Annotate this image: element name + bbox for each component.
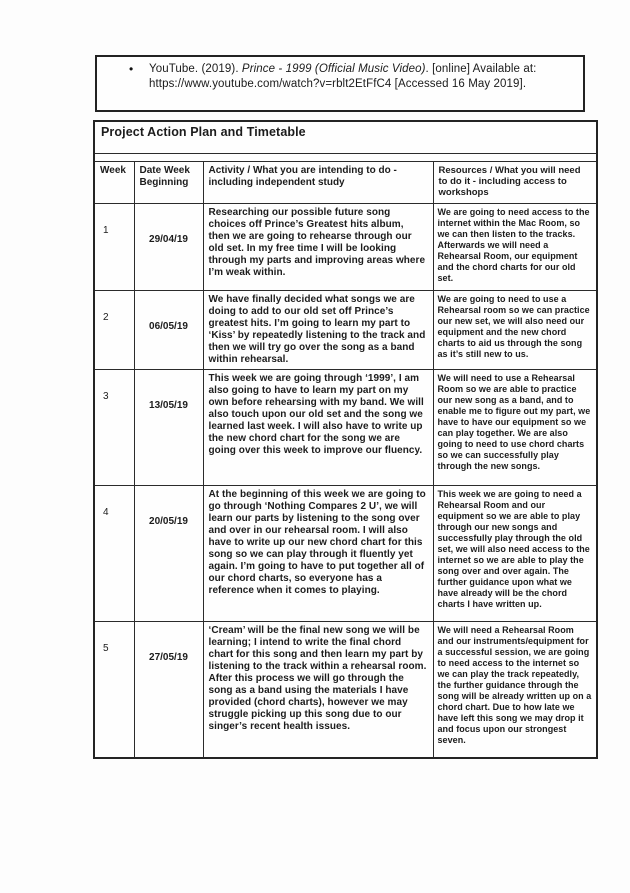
- table-row-week-4: [94, 485, 597, 621]
- date-cell: 27/05/19: [134, 621, 203, 758]
- week-number-cell: 2: [94, 290, 134, 369]
- activity-cell: Researching our possible future song choices off Prince’s Greatest hits album, then we are going to rehearse through our old set. In my free time I will be looking through my parts and improving areas where I’m weak within.: [203, 203, 433, 290]
- week-number-cell: 5: [94, 621, 134, 758]
- resources-cell: We are going to need access to the internet within the Mac Room, so we can then listen to the tracks. Afterwards we will need a Rehearsal Room, our equipment and the chord charts for our old set.: [433, 203, 597, 290]
- col-header-activity: Activity / What you are intending to do - including independent study: [203, 161, 433, 203]
- table-row-week-1: [94, 203, 597, 290]
- citation-prefix: YouTube. (2019).: [149, 63, 242, 75]
- table-row-week-3: [94, 369, 597, 485]
- project-action-plan-table: [93, 120, 598, 759]
- resources-cell: We will need to use a Rehearsal Room so we are able to practice our new song as a band, and to enable me to figure out my part, we have to have our equipment so we can play together. We are also going to need to use chord charts so we can successfully play through the new songs.: [433, 369, 597, 485]
- table-row-week-5: [94, 621, 597, 758]
- col-header-resources: Resources / What you will need to do it - including access to workshops: [433, 161, 597, 203]
- activity-cell: We have finally decided what songs we are doing to add to our old set off Prince’s greatest hits. I’m going to learn my part to ‘Kiss’ by repeatedly listening to the track and then we will try go over the song as a band within rehearsal.: [203, 290, 433, 369]
- week-number-cell: 4: [94, 485, 134, 621]
- table-title: Project Action Plan and Timetable: [94, 121, 597, 153]
- table-title-row: [94, 121, 597, 153]
- resources-cell: We will need a Rehearsal Room and our instruments/equipment for a successful session, we are going to need access to the internet so we can play the track repeatedly, the further guidance through the song will be already written up on a chord chart. Due to how late we have left this song we may drop it and focus upon our strongest seven.: [433, 621, 597, 758]
- spacer-cell: [94, 153, 597, 161]
- resources-cell: We are going to need to use a Rehearsal room so we can practice our new set, we will also need our equipment and the new chord charts to aid us through the song as it’s still new to us.: [433, 290, 597, 369]
- date-cell: 29/04/19: [134, 203, 203, 290]
- table-row-week-2: [94, 290, 597, 369]
- citation-list-item: [129, 62, 575, 91]
- table-header-row: [94, 161, 597, 203]
- citation-suffix: . [online] Available at: https://www.youtube.com/watch?v=rblt2EtFfC4 [Accessed 16 May 2019].: [149, 63, 537, 90]
- citation-text: [149, 62, 575, 91]
- activity-cell: ‘Cream’ will be the final new song we will be learning; I intend to write the final chord chart for this song and then learn my part by listening to the track within a rehearsal room. After this process we will go through the song as a band using the materials I have provided (chord charts), however we may struggle picking up this song due to our singer’s recent health issues.: [203, 621, 433, 758]
- week-number-cell: 1: [94, 203, 134, 290]
- date-cell: 13/05/19: [134, 369, 203, 485]
- activity-cell: At the beginning of this week we are going to go through ‘Nothing Compares 2 U’, we will learn our parts by listening to the song over and over in our rehearsal room. I will also have to write up our new chord chart for this song so we can play through it fluently yet again. I’m going to have to put together all of our chord charts, so everyone has a reference when it comes to playing.: [203, 485, 433, 621]
- resources-cell: This week we are going to need a Rehearsal Room and our equipment so we are able to play through our new songs and successfully play through the old set, we will also need access to the internet so we are able to play the song over and over again. The further guidance upon what we have already will be the chord charts I have written up.: [433, 485, 597, 621]
- col-header-date: Date Week Beginning: [134, 161, 203, 203]
- bullet-icon: •: [129, 62, 134, 76]
- title-spacer-row: [94, 153, 597, 161]
- col-header-week: Week: [94, 161, 134, 203]
- citation-title-italic: Prince - 1999 (Official Music Video): [241, 63, 426, 75]
- week-number-cell: 3: [94, 369, 134, 485]
- citation-box: [95, 55, 585, 112]
- activity-cell: This week we are going through ‘1999’, I am also going to have to learn my part on my own before rehearsing with my band. We will also touch upon our old set and the song we learned last week. I will also have to write up the new chord chart for the song we are going over this week to improve our fluency.: [203, 369, 433, 485]
- date-cell: 06/05/19: [134, 290, 203, 369]
- date-cell: 20/05/19: [134, 485, 203, 621]
